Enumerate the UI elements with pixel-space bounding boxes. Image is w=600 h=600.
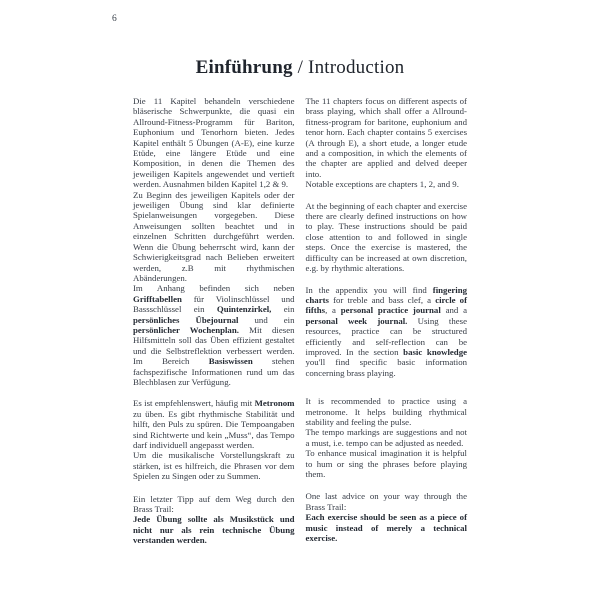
text-run: Die 11 Kapitel behandeln verschiedene bläserische Schwerpunkte, die quasi ein Allround-Fitness-Programm für Bariton, Euphonium und Tenorhorn bieten. Jedes Kapitel enthält 5 Übungen (A-E), eine kurze Etüde, eine längere Etüde und eine Komposition, in denen die Themen des jeweiligen Kapitels angewendet und vertieft werden. Ausnahmen bilden Kapitel 1,2 & 9.: [133, 96, 295, 190]
page-number: 6: [112, 14, 117, 24]
paragraph: [133, 190, 295, 284]
text-run: Mit diesen Hilfsmitteln soll das Üben effizient gestaltet und die Selbstreflektion verbessert werden. Im Bereich: [133, 324, 295, 367]
bold-term: basic knowledge: [403, 346, 468, 357]
paragraph: [306, 285, 468, 379]
paragraph: [306, 179, 468, 189]
paragraph: [306, 427, 468, 448]
text-run: und ein: [238, 314, 295, 325]
text-run: Im Anhang befinden sich neben: [133, 283, 295, 294]
text-run: for treble and bass clef, a: [328, 294, 436, 305]
bold-term: Grifftabellen: [133, 293, 182, 304]
paragraph: [133, 494, 295, 515]
text-run: and a: [440, 305, 467, 316]
bold-term: personal week journal.: [305, 315, 408, 326]
bold-term: Jede Übung sollte als Musikstück und nicht nur als rein technische Übung verstanden werden.: [133, 514, 295, 546]
bold-term: fingering charts: [305, 284, 467, 305]
german-column: [133, 96, 295, 546]
bold-term: personal practice journal: [340, 305, 441, 316]
paragraph: [306, 201, 468, 274]
paragraph: [133, 283, 295, 387]
text-run: Es ist empfehlenswert, häufig mit: [133, 398, 255, 409]
text-run: In the appendix you will find: [305, 284, 433, 295]
title-separator: /: [292, 57, 309, 78]
bold-term: Quintenzirkel,: [216, 304, 272, 315]
two-column-text: [133, 96, 467, 546]
text-run: Um die musikalische Vorstellungskraft zu stärken, ist es hilfreich, die Phrasen vor dem Spielen zu Singen oder zu Summen.: [133, 450, 295, 482]
paragraph: [133, 514, 295, 545]
title-english: Introduction: [308, 57, 405, 78]
paragraph: [133, 398, 295, 450]
text-run: Ein letzter Tipp auf dem Weg durch den Brass Trail:: [133, 493, 295, 515]
text-run: Zu Beginn des jeweiligen Kapitels oder der jeweiligen Übung sind klar definierte Spielanweisungen vorgegeben. Diese Anweisungen sollten beachtet und in einzelnen Schritten durchgeführt werden. Wenn die Übung beherrscht wird, kann der Schwierigkeitsgrad nach Belieben erweitert werden, z.B mit rhythmischen Abänderungen.: [133, 189, 295, 283]
bold-term: circle of fifths: [305, 294, 467, 316]
text-run: At the beginning of each chapter and exercise there are clearly defined instructions on how to play. These instructions should be paid close attention to and followed in single steps. Once the exercise is mastered, the difficulty can be increased at own discretion, e.g. by rhythmic alterations.: [305, 200, 467, 274]
text-run: One last advice on your way through the Brass Trail:: [305, 491, 467, 512]
text-run: Notable exceptions are chapters 1, 2, and 9.: [305, 179, 459, 190]
text-run: , a: [325, 305, 341, 316]
bold-term: Metronom: [254, 398, 295, 409]
text-run: To enhance musical imagination it is helpful to hum or sing the phrases before playing them.: [305, 448, 467, 479]
text-run: The tempo markings are suggestions and not a must, i.e. tempo can be adjusted as needed.: [305, 427, 467, 448]
title-german: Einführung: [195, 57, 293, 78]
paragraph: [306, 448, 468, 479]
text-run: It is recommended to practice using a metronome. It helps building rhythmical stability and feeling the pulse.: [305, 396, 467, 427]
paragraph: [306, 491, 468, 512]
bold-term: Basiswissen: [208, 356, 253, 367]
text-run: zu üben. Es gibt rhythmische Stabilität und hilft, den Puls zu spüren. Die Tempoangaben sind Richtwerte und kein „Muss“, das Tempo darf individuell angepasst werden.: [133, 408, 295, 450]
bold-term: persönlicher Wochenplan.: [133, 324, 239, 335]
paragraph: [306, 396, 468, 427]
paragraph: [306, 96, 468, 179]
bold-term: Each exercise should be seen as a piece of music instead of merely a technical exercise.: [305, 512, 467, 544]
text-run: stehen fachspezifische Informationen rund um das Blechblasen zur Verfügung.: [133, 356, 295, 387]
paragraph: [133, 450, 295, 481]
text-run: Using these resources, practice can be structured efficiently and self-reflection can be improved. In the section: [305, 315, 467, 357]
text-run: The 11 chapters focus on different aspects of brass playing, which shall offer a Allround-fitness-program for baritone, euphonium and tenor horn. Each chapter contains 5 exercises (A through E), a short etude, a longer etude and a composition, in which the elements of the chapter are applied and delved deeper into.: [305, 96, 467, 179]
page-title: [133, 56, 467, 80]
paragraph: [133, 96, 295, 190]
text-run: ein: [271, 304, 295, 315]
english-column: [306, 96, 468, 543]
page-content: [133, 56, 467, 546]
text-run: you'll find specific basic information concerning brass playing.: [305, 357, 467, 378]
bold-term: persönliches Übejournal: [133, 314, 239, 325]
paragraph: [306, 512, 468, 543]
text-run: für Violinschlüssel und Bassschlüssel ein: [133, 293, 295, 315]
